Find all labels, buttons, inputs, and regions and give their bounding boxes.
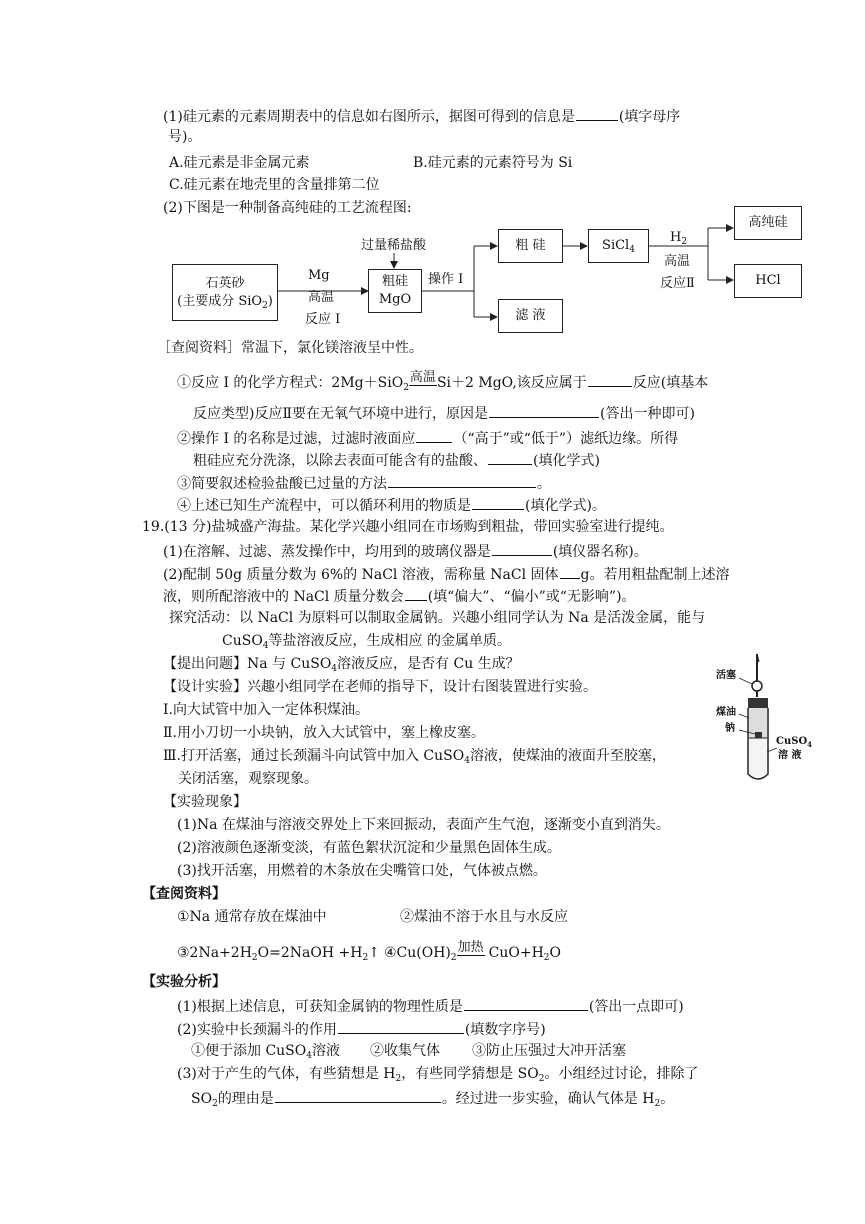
solution-label: 溶 液 [778,750,802,761]
sub-q2-line1 [177,428,678,448]
text: 溶液 [311,1043,340,1059]
condition-label: 加热 [457,940,484,955]
text: H [670,230,682,245]
valve-label: 活塞 [716,670,736,681]
ask-question [163,655,520,673]
text: 。 [537,476,551,492]
high-temp-label-2: 高温 [664,254,691,269]
reaction-2-label: 反应Ⅱ [660,276,695,291]
excess-hcl-label: 过量稀盐酸 [361,238,427,253]
q19-part1 [163,541,648,561]
subscript: 2 [251,953,258,963]
subscript: 2 [362,953,369,963]
q19-heading: 19.(13 分)盐城盛产海盐。某化学兴趣小组同在市场购到粗盐，带回实验室进行提纯。 [142,519,674,535]
sodium-label: 钠 [725,723,735,734]
answer-blank[interactable] [488,450,532,465]
answer-blank[interactable] [338,1019,464,1034]
text: SO [191,1091,213,1107]
subscript: 4 [331,664,338,674]
text: ①反应 I 的化学方程式：2Mg＋SiO [177,375,404,391]
sub-q4 [177,495,606,515]
subscript: 2 [654,1099,661,1109]
reference-title: 【查阅资料】 [142,886,226,902]
reference-1: ①Na 通常存放在煤油中 [177,909,327,925]
text: ③2Na+2H [177,945,252,961]
phenomenon-1: (1)Na 在煤油与溶液交界处上下来回振动，表面产生气泡，逐渐变小直到消失。 [177,817,670,833]
text: (2)配制 50g 质量分数为 6%的 NaCl 溶液，需称量 NaCl 固体 [163,567,559,583]
subscript: 4 [262,641,269,651]
sub-q1-line2 [193,403,695,423]
text: 反应类型)反应Ⅱ要在无氧气环境中进行，原因是 [193,406,488,422]
subscript: 2 [681,237,688,247]
phenomena-title: 【实验现象】 [163,794,247,810]
answer-blank[interactable] [388,473,536,488]
text: ↑ [368,945,380,961]
reaction-1-label: 反应 I [305,312,341,327]
analysis-2-options [191,1042,340,1060]
filtrate-box [498,299,563,333]
quartz-label: 石英砂 [205,275,245,291]
option-b: B.硅元素的元素符号为 Si [413,155,573,171]
text: CuO+H [488,945,544,961]
subscript: 2 [395,1074,402,1084]
text: (3)对于产生的气体，有些猜想是 H [177,1066,396,1082]
text: (2)实验中长颈漏斗的作用 [177,1022,337,1038]
explore-line1: 探究活动：以 NaCl 为原料可以制取金属钠。兴趣小组同学认为 Na 是活泼金属，能与 [169,610,706,626]
text: (1)在溶解、过滤、蒸发操作中，均用到的玻璃仪器是 [163,544,491,560]
text: ) [267,293,273,309]
text: (填数字序号) [464,1022,546,1038]
sicl4-text [602,237,635,255]
text: (填“偏大”、“偏小”或“无影响”)。 [427,589,636,605]
hcl-text: HCl [755,273,781,288]
kerosene-label: 煤油 [716,707,736,718]
q19-part2-line1 [163,564,730,584]
text: ④Cu(OH) [384,945,451,961]
analysis-2-option3: ③防止压强过大冲开活塞 [472,1043,626,1059]
step-3-line1 [163,747,666,765]
answer-blank[interactable] [405,586,427,601]
filtrate-text: 滤 液 [515,308,546,323]
subscript: 2 [212,1099,218,1109]
text: O [549,945,562,961]
pure-si-box [734,206,802,240]
reference-2: ②煤油不溶于水且与水反应 [400,909,568,925]
subscript: 4 [629,245,635,255]
answer-blank[interactable] [416,428,452,443]
q18-part1-line2: 号)。 [168,129,202,145]
answer-blank[interactable] [464,996,588,1011]
text: (填仪器名称)。 [552,544,648,560]
q18-part2: (2)下图是一种制备高纯硅的工艺流程图: [163,200,412,216]
pure-si-text: 高纯硅 [748,215,788,230]
subscript: 2 [403,383,409,393]
text: 反应(填基本 [632,375,709,391]
crude-si-label: 粗硅 [381,274,408,289]
step-2: Ⅱ.用小刀切一小块钠，放入大试管中，塞上橡皮塞。 [163,725,485,741]
text: ③简要叙述检验盐酸已过量的方法 [177,476,387,492]
text: (填化学式) [533,453,600,469]
text: 。 [660,1091,675,1107]
analysis-title: 【实验分析】 [142,974,226,990]
text: (1)根据上述信息，可获知金属钠的物理性质是 [177,999,463,1015]
reference-info: ［查阅资料］常温下，氯化镁溶液呈中性。 [157,340,423,356]
quartz-component [177,293,273,311]
text: ，有些同学猜想是 SO [401,1066,539,1082]
sub-q2-line2 [193,450,600,470]
subscript: 4 [807,740,813,749]
text: 的理由是 [217,1091,274,1107]
answer-blank[interactable] [588,372,632,387]
text: ②操作 I 的名称是过滤，过滤时液面应 [177,431,416,447]
subscript: 2 [262,300,268,311]
text: CuSO [776,736,808,747]
text: 【提出问题】Na 与 CuSO [163,656,332,672]
subscript: 4 [306,1051,312,1061]
text: ①便于添加 CuSO [191,1043,307,1059]
answer-blank[interactable] [489,403,599,418]
option-a: A.硅元素是非金属元素 [169,155,310,171]
step-3-line2: 关闭活塞，观察现象。 [178,771,318,787]
sub-q3 [177,473,551,493]
subscript: 2 [450,953,457,963]
explore-line2 [222,632,511,650]
quartz-sand-box [172,264,278,321]
subscript: 4 [464,756,470,766]
crude-si-text: 粗 硅 [515,238,546,253]
text: (填化学式)。 [525,498,606,514]
analysis-1 [177,996,684,1016]
text: g。若用粗盐配制上述溶 [580,567,730,583]
text: SiCl [602,238,630,253]
operation-1-label: 操作 I [428,272,464,287]
text: Si＋2 MgO,该反应属于 [436,375,587,391]
text: 。经过进一步实验，确认气体是 H [441,1091,655,1107]
mg-label: Mg [308,268,330,283]
text: CuSO [222,633,263,649]
crude-product-box [368,269,422,313]
analysis-2-option2: ②收集气体 [370,1043,440,1059]
option-c: C.硅元素在地壳里的含量排第二位 [169,177,380,193]
answer-blank[interactable] [275,1088,441,1103]
subscript: 2 [538,1074,545,1084]
text: 溶液，使煤油的液面升至胶塞， [469,748,666,764]
text: 等盐溶液反应，生成相应 的金属单质。 [268,633,511,649]
answer-blank[interactable] [472,495,524,510]
analysis-2 [177,1019,546,1039]
h2-label [670,230,687,246]
text: O=2NaOH +H [257,945,363,961]
text: (答出一点即可) [588,999,684,1015]
high-temp-label-1: 高温 [308,290,335,305]
q19-part2-line2 [163,586,636,606]
subscript: 2 [543,953,550,963]
crude-si-box [498,229,563,263]
text: 粗硅应充分洗涤，以除去表面可能含有的盐酸、 [193,453,487,469]
cuso4-label [776,736,812,748]
phenomenon-2: (2)溶液颜色逐渐变淡，有蓝色絮状沉淀和少量黑色固体生成。 [177,840,561,856]
phenomenon-3: (3)找开活塞，用燃着的木条放在尖嘴管口处，气体被点燃。 [177,863,547,879]
mgo-label: MgO [378,292,412,307]
answer-blank[interactable] [492,541,552,556]
text: ④上述已知生产流程中，可以循环利用的物质是 [177,498,471,514]
text: (1)硅元素的元素周期表中的信息如右图所示，据图可得到的信息是 [163,109,575,125]
text: (答出一种即可) [599,406,695,422]
design-experiment: 【设计实验】兴趣小组同学在老师的指导下，设计右图装置进行实验。 [163,679,597,695]
text: Ⅲ.打开活塞，通过长颈漏斗向试管中加入 CuSO [163,748,465,764]
reference-4 [384,940,562,963]
text: 溶液反应，是否有 Cu 生成？ [337,656,520,672]
analysis-3-line2 [191,1088,674,1108]
step-1: Ⅰ.向大试管中加入一定体积煤油。 [163,702,369,718]
text: （“高于”或“低于”）滤纸边缘。所得 [453,431,679,447]
condition-label: 高温 [409,370,436,385]
sicl4-box [588,229,649,263]
text: (填字母序 [618,109,681,125]
reference-3 [177,944,380,962]
sub-q1-line1 [177,372,708,392]
text: 。小组经过讨论，排除了 [544,1066,699,1082]
text: (主要成分 SiO [177,293,263,309]
answer-blank[interactable] [560,564,580,579]
analysis-3-line1 [177,1065,699,1083]
hcl-box [734,264,802,298]
text: 液，则所配溶液中的 NaCl 质量分数会 [163,589,404,605]
